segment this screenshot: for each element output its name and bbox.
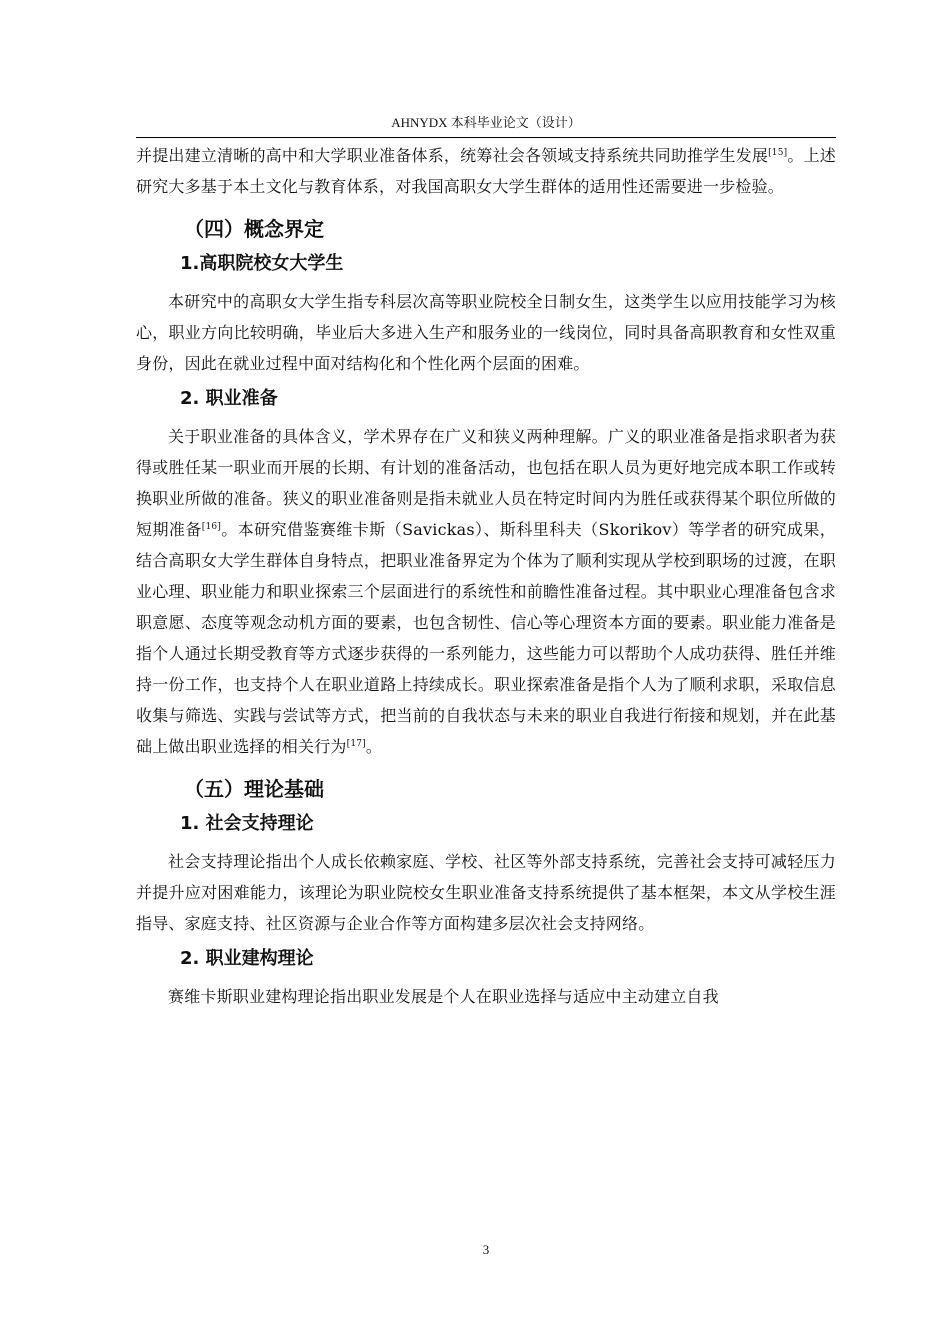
paragraph-female-students: 本研究中的高职女大学生指专科层次高等职业院校全日制女生，这类学生以应用技能学习为核心，职业方向比较明确，毕业后大多进入生产和服务业的一线岗位，同时具备高职教育和女性双重身份，因此在就业过程中面对结构化和个性化两个层面的困难。 bbox=[136, 292, 836, 373]
citation-ref: [17] bbox=[346, 739, 366, 749]
subsection-heading-female-students: 1.高职院校女大学生 bbox=[180, 253, 344, 274]
running-header: AHNYDX 本科毕业论文（设计） bbox=[391, 115, 581, 130]
paragraph-continuation bbox=[136, 140, 836, 202]
paragraph-text: 。上述研究大多基于本土文化与教育体系，对我国高职女大学生群体的适用性还需要进一步检验。 bbox=[136, 146, 836, 196]
citation-ref: [15] bbox=[768, 148, 788, 158]
paragraph-social-support: 社会支持理论指出个人成长依赖家庭、学校、社区等外部支持系统，完善社会支持可减轻压力并提升应对困难能力，该理论为职业院校女生职业准备支持系统提供了基本框架，本文从学校生涯指导、家庭支持、社区资源与企业合作等方面构建多层次社会支持网络。 bbox=[136, 852, 836, 933]
paragraph-text: 。本研究借鉴赛维卡斯（Savickas）、斯科里科夫（Skorikov）等学者的研究成果，结合高职女大学生群体自身特点，把职业准备界定为个体为了顺利实现从学校到职场的过渡，在职业心理、职业能力和职业探索三个层面进行的系统性和前瞻性准备过程。其中职业心理准备包含求职意愿、态度等观念动机方面的要素，也包含韧性、信心等心理资本方面的要素。职业能力准备是指个人通过长期受教育等方式逐步获得的一系列能力，这些能力可以帮助个人成功获得、胜任并维持一份工作，也支持个人在职业道路上持续成长。职业探索准备是指个人为了顺利求职，采取信息收集与筛选、实践与尝试等方式，把当前的自我状态与未来的职业自我进行衔接和规划，并在此基础上做出职业选择的相关行为 bbox=[136, 520, 836, 756]
paragraph-text: 。 bbox=[365, 737, 383, 756]
subsection-heading-social-support: 1. 社会支持理论 bbox=[180, 813, 314, 834]
paragraph-career-preparation bbox=[136, 421, 836, 762]
paragraph-text: 关于职业准备的具体含义，学术界存在广义和狭义两种理解。广义的职业准备是指求职者为获得或胜任某一职业而开展的长期、有计划的准备活动，也包括在职人员为更好地完成本职工作或转换职业所做的准备。狭义的职业准备则是指未就业人员在特定时间内为胜任或获得某个职位所做的短期准备 bbox=[136, 427, 836, 539]
subsection-heading-career-construction: 2. 职业建构理论 bbox=[180, 948, 314, 969]
paragraph-text: 并提出建立清晰的高中和大学职业准备体系，统筹社会各领域支持系统共同助推学生发展 bbox=[136, 146, 769, 165]
subsection-heading-career-preparation: 2. 职业准备 bbox=[180, 388, 278, 409]
section-heading-theory: （五）理论基础 bbox=[184, 777, 324, 801]
page-number: 3 bbox=[482, 1242, 490, 1257]
header-divider bbox=[136, 137, 836, 138]
page-body bbox=[136, 140, 836, 1012]
paragraph-career-construction: 赛维卡斯职业建构理论指出职业发展是个人在职业选择与适应中主动建立自我 bbox=[168, 987, 719, 1006]
section-heading-concepts: （四）概念界定 bbox=[184, 217, 324, 241]
citation-ref: [16] bbox=[201, 522, 222, 532]
